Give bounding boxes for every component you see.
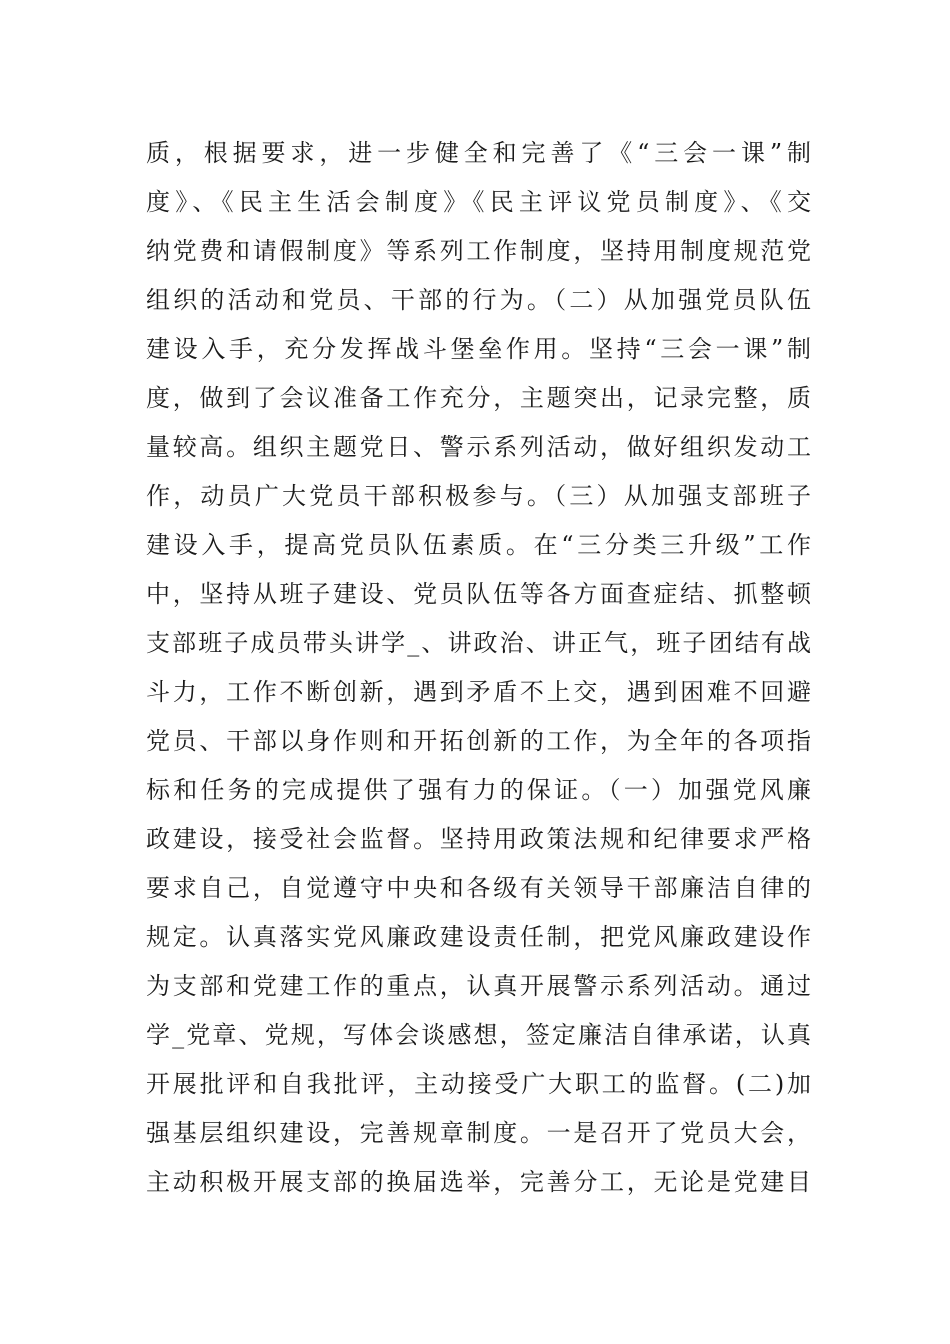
text-line: 度》、《民主生活会制度》《民主评议党员制度》、《交 [146,188,811,216]
text-line: 作，动员广大党员干部积极参与。（三）从加强支部班子 [146,482,811,510]
document-body [146,129,811,1207]
text-line: 量较高。组织主题党日、警示系列活动，做好组织发动工 [146,433,811,461]
text-line: 斗力，工作不断创新，遇到矛盾不上交，遇到困难不回避 [146,678,811,706]
text-line: 政建设，接受社会监督。坚持用政策法规和纪律要求严格 [146,825,811,853]
text-line: 质，根据要求，进一步健全和完善了《“三会一课”制 [146,139,811,167]
text-line: 纳党费和请假制度》等系列工作制度，坚持用制度规范党 [146,237,811,265]
text-line: 强基层组织建设，完善规章制度。一是召开了党员大会， [146,1119,811,1147]
text-line: 中，坚持从班子建设、党员队伍等各方面查症结、抓整顿 [146,580,811,608]
text-line: 要求自己，自觉遵守中央和各级有关领导干部廉洁自律的 [146,874,811,902]
text-line: 建设入手，提高党员队伍素质。在“三分类三升级”工作 [146,531,811,559]
text-line: 度，做到了会议准备工作充分，主题突出，记录完整，质 [146,384,811,412]
text-line: 支部班子成员带头讲学_、讲政治、讲正气，班子团结有战 [146,629,811,657]
text-line: 开展批评和自我批评，主动接受广大职工的监督。(二)加 [146,1070,811,1098]
text-line: 学_党章、党规，写体会谈感想，签定廉洁自律承诺，认真 [146,1021,811,1049]
text-line: 标和任务的完成提供了强有力的保证。（一）加强党风廉 [146,776,811,804]
text-line: 规定。认真落实党风廉政建设责任制，把党风廉政建设作 [146,923,811,951]
text-line: 主动积极开展支部的换届选举，完善分工，无论是党建目 [146,1168,811,1196]
text-line: 为支部和党建工作的重点，认真开展警示系列活动。通过 [146,972,811,1000]
text-line: 党员、干部以身作则和开拓创新的工作，为全年的各项指 [146,727,811,755]
text-line: 建设入手，充分发挥战斗堡垒作用。坚持“三会一课”制 [146,335,811,363]
text-line: 组织的活动和党员、干部的行为。（二）从加强党员队伍 [146,286,811,314]
